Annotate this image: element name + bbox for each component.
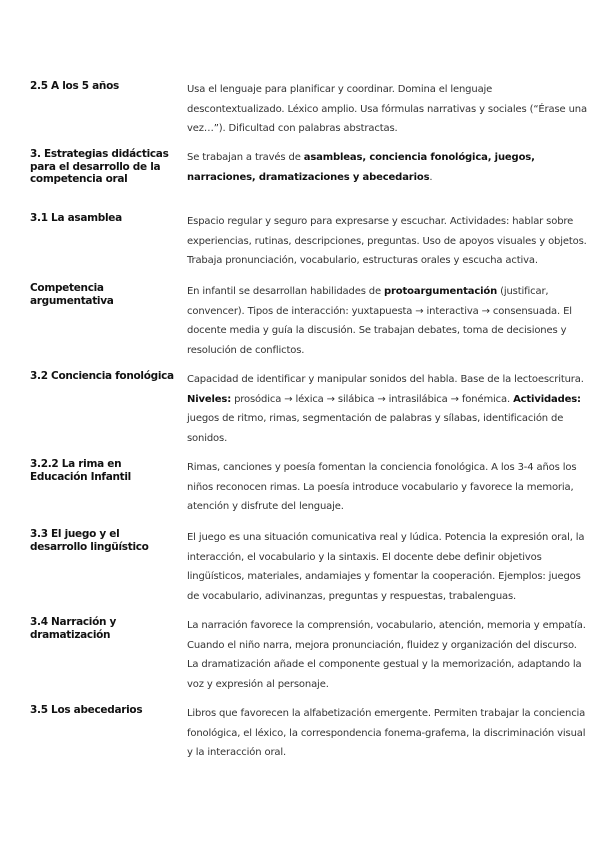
section-term: 3.2.2 La rima en Educación Infantil xyxy=(30,458,131,483)
section-description: Espacio regular y seguro para expresarse y escuchar. Actividades: hablar sobre experiencias, rutinas, descripciones, preguntas. Uso de apoyos visuales y objetos. Trabaja pronunciación, vocabulario, estructuras orales y escucha activa. xyxy=(187,216,587,266)
section-description: Libros que favorecen la alfabetización emergente. Permiten trabajar la conciencia fonológica, el léxico, la correspondencia fonema-grafema, la discriminación visual y la interacción oral. xyxy=(187,708,586,758)
section-description: Capacidad de identificar y manipular sonidos del habla. Base de la lectoescritura. Niveles: prosódica → léxica → silábica → intrasilábica → fonémica. Actividades: juegos de ritmo, rimas, segmentación de palabras y sílabas, identificación de sonidos. xyxy=(187,374,584,444)
section-description: La narración favorece la comprensión, vocabulario, atención, memoria y empatía. Cuando el niño narra, mejora pronunciación, fluidez y organización del discurso. La dramatización añade el componente gestual y la memorización, adaptando la voz y expresión al personaje. xyxy=(187,620,586,690)
section-description: El juego es una situación comunicativa real y lúdica. Potencia la expresión oral, la interacción, el vocabulario y la sintaxis. El docente debe definir objetivos lingüísticos, materiales, andamiajes y fomentar la cooperación. Ejemplos: juegos de vocabulario, adivinanzas, preguntas y respuestas, trabalenguas. xyxy=(187,532,585,602)
section-description: En infantil se desarrollan habilidades de protoargumentación (justificar, convencer). Tipos de interacción: yuxtapuesta → interactiva → consensuada. El docente media y guía la discusión. Se trabajan debates, toma de decisiones y resolución de conflictos. xyxy=(187,286,572,356)
section-term: 3.5 Los abecedarios xyxy=(30,704,143,716)
section-term: 3.3 El juego y el desarrollo lingüístico xyxy=(30,528,149,553)
section-term: 2.5 A los 5 años xyxy=(30,80,119,92)
section-term: 3.4 Narración y dramatización xyxy=(30,616,117,641)
section-term: 3. Estrategias didácticas para el desarrollo de la competencia oral xyxy=(30,148,169,185)
section-term: 3.1 La asamblea xyxy=(30,212,122,224)
section-description: Usa el lenguaje para planificar y coordinar. Domina el lenguaje descontextualizado. Léxico amplio. Usa fórmulas narrativas y sociales (“Érase una vez…”). Dificultad con palabras abstractas. xyxy=(187,84,587,134)
section-description: Se trabajan a través de asambleas, conciencia fonológica, juegos, narraciones, dramatizaciones y abecedarios. xyxy=(187,152,535,183)
section-term: Competencia argumentativa xyxy=(30,282,114,307)
section-description: Rimas, canciones y poesía fomentan la conciencia fonológica. A los 3-4 años los niños reconocen rimas. La poesía introduce vocabulario y favorece la memoria, atención y disfrute del lenguaje. xyxy=(187,462,577,512)
section-term: 3.2 Conciencia fonológica xyxy=(30,370,174,382)
